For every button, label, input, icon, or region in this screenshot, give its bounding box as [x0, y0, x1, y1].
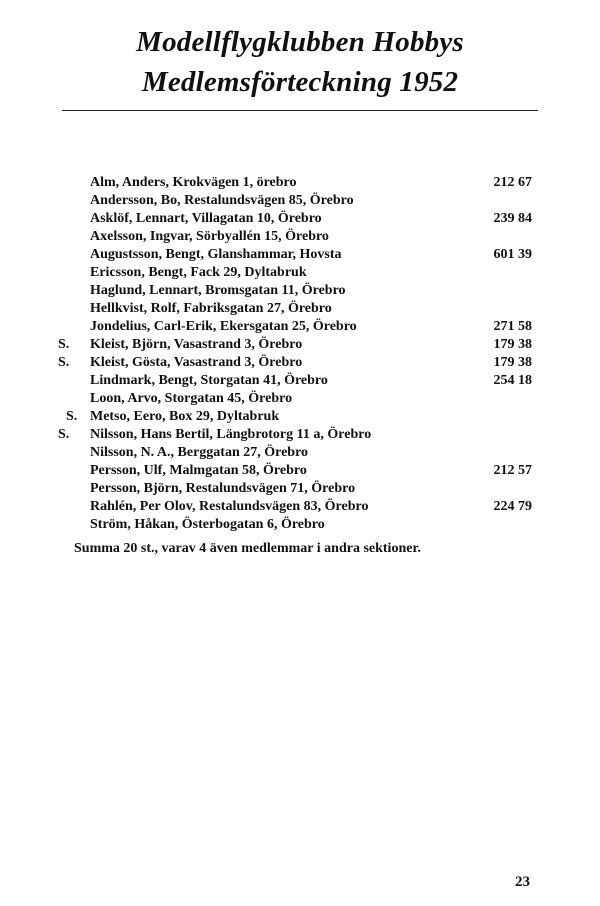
member-row: [0, 498, 600, 516]
member-row: [0, 210, 600, 228]
member-row: [0, 192, 600, 210]
member-row: [0, 390, 600, 408]
member-row: [0, 336, 600, 354]
member-entry: Augustsson, Bengt, Glanshammar, Hovsta: [90, 247, 342, 262]
member-phone: 271 58: [493, 319, 532, 334]
member-entry: Asklöf, Lennart, Villagatan 10, Örebro: [90, 211, 322, 226]
member-row: [0, 516, 600, 534]
member-list: [0, 174, 600, 534]
member-phone: 239 84: [493, 211, 532, 226]
section-marker: S.: [66, 409, 78, 424]
member-row: [0, 462, 600, 480]
member-entry: Loon, Arvo, Storgatan 45, Örebro: [90, 391, 293, 406]
member-row: [0, 282, 600, 300]
page-number: 23: [515, 874, 530, 890]
member-row: [0, 300, 600, 318]
section-marker: S.: [58, 337, 70, 352]
title-line-1: Modellflygklubben Hobbys: [136, 26, 464, 58]
title-divider: [62, 110, 538, 111]
member-phone: 224 79: [493, 499, 532, 514]
member-phone: 601 39: [493, 247, 532, 262]
member-entry: Axelsson, Ingvar, Sörbyallén 15, Örebro: [90, 229, 329, 244]
page-title: [0, 22, 600, 102]
member-entry: Persson, Björn, Restalundsvägen 71, Örebro: [90, 481, 356, 496]
member-entry: Lindmark, Bengt, Storgatan 41, Örebro: [90, 373, 328, 388]
member-entry: Andersson, Bo, Restalundsvägen 85, Örebro: [90, 193, 354, 208]
member-entry: Metso, Eero, Box 29, Dyltabruk: [90, 409, 280, 424]
member-entry: Kleist, Björn, Vasastrand 3, Örebro: [90, 337, 303, 352]
member-entry: Haglund, Lennart, Bromsgatan 11, Örebro: [90, 283, 346, 298]
member-entry: Rahlén, Per Olov, Restalundsvägen 83, Örebro: [90, 499, 369, 514]
member-row: [0, 480, 600, 498]
member-entry: Ström, Håkan, Österbogatan 6, Örebro: [90, 517, 325, 532]
member-entry: Ericsson, Bengt, Fack 29, Dyltabruk: [90, 265, 307, 280]
member-row: [0, 408, 600, 426]
member-row: [0, 354, 600, 372]
member-row: [0, 426, 600, 444]
member-row: [0, 444, 600, 462]
member-row: [0, 264, 600, 282]
member-entry: Persson, Ulf, Malmgatan 58, Örebro: [90, 463, 307, 478]
member-row: [0, 318, 600, 336]
member-phone: 179 38: [493, 355, 532, 370]
member-row: [0, 246, 600, 264]
member-row: [0, 228, 600, 246]
member-entry: Alm, Anders, Krokvägen 1, örebro: [90, 175, 297, 190]
member-entry: Nilsson, Hans Bertil, Längbrotorg 11 a, Örebro: [90, 427, 372, 442]
member-row: [0, 174, 600, 192]
member-entry: Nilsson, N. A., Berggatan 27, Örebro: [90, 445, 309, 460]
member-entry: Kleist, Gösta, Vasastrand 3, Örebro: [90, 355, 303, 370]
member-phone: 179 38: [493, 337, 532, 352]
title-line-2: Medlemsförteckning 1952: [141, 66, 459, 98]
member-phone: 212 67: [493, 175, 532, 190]
member-row: [0, 372, 600, 390]
member-phone: 254 18: [493, 373, 532, 388]
summary-text: Summa 20 st., varav 4 även medlemmar i andra sektioner.: [74, 541, 421, 556]
member-entry: Jondelius, Carl-Erik, Ekersgatan 25, Örebro: [90, 319, 357, 334]
member-entry: Hellkvist, Rolf, Fabriksgatan 27, Örebro: [90, 301, 332, 316]
member-phone: 212 57: [493, 463, 532, 478]
section-marker: S.: [58, 355, 70, 370]
section-marker: S.: [58, 427, 70, 442]
